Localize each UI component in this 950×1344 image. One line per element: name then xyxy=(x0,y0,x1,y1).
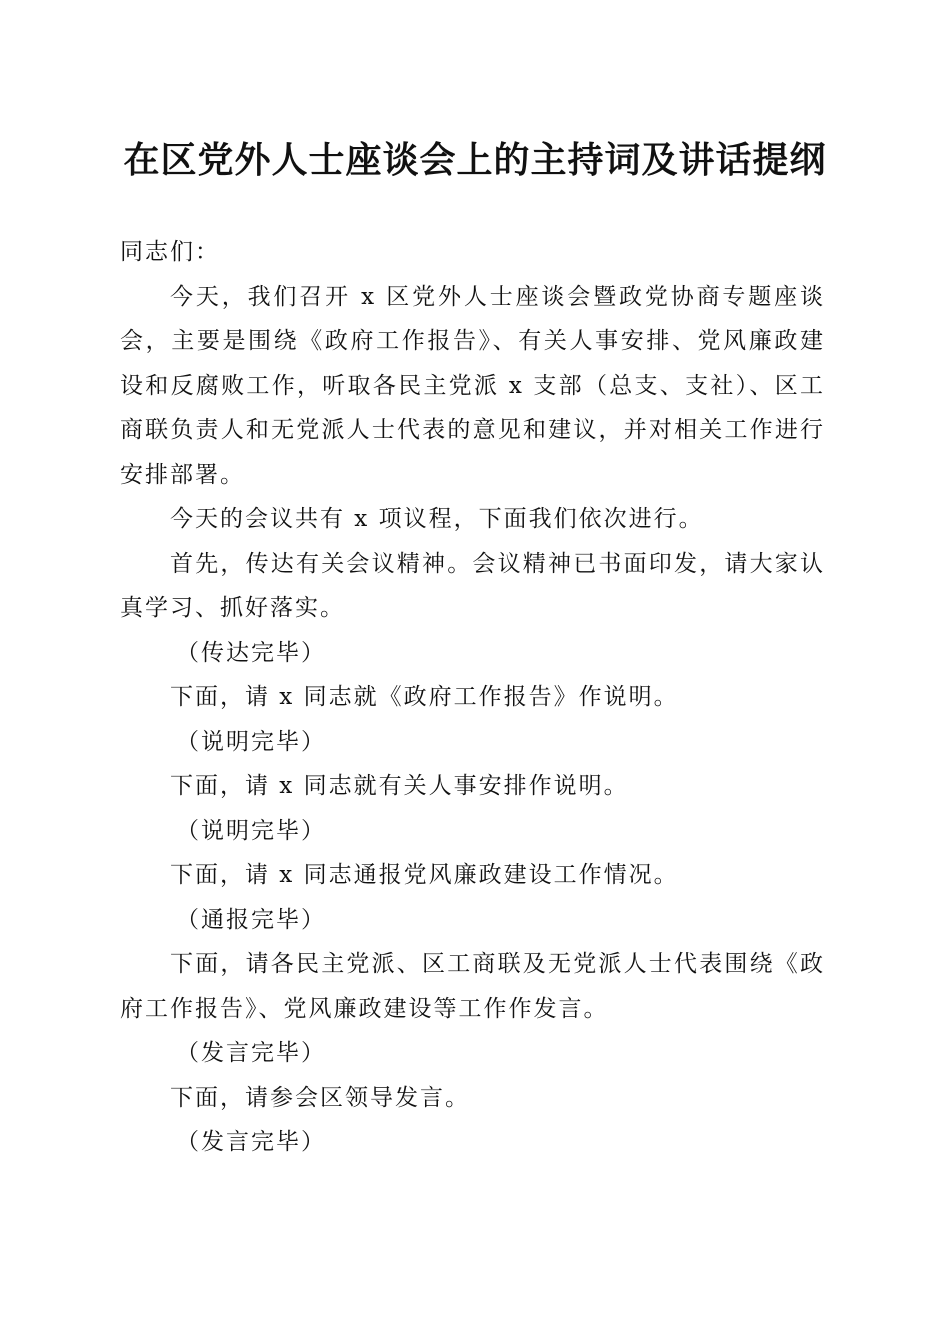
paragraph-gov-report: 下面，请 x 同志就《政府工作报告》作说明。 xyxy=(170,684,679,710)
paragraph-first-item: 首先，传达有关会议精神。会议精神已书面印发，请大家认真学习、抓好落实。 xyxy=(120,550,825,621)
remark-speech-done-1: （发言完毕） xyxy=(176,1040,326,1066)
document-title: 在区党外人士座谈会上的主持词及讲话提纲 xyxy=(123,139,827,181)
document-body xyxy=(120,230,825,1165)
remark-convey-done: （传达完毕） xyxy=(176,639,326,666)
paragraph-personnel: 下面，请 x 同志就有关人事安排作说明。 xyxy=(170,773,629,799)
remark-explain-done-1: （说明完毕） xyxy=(176,728,326,755)
remark-explain-done-2: （说明完毕） xyxy=(176,817,326,844)
paragraph-opening: 今天，我们召开 x 区党外人士座谈会暨政党协商专题座谈会，主要是围绕《政府工作报告》、有关人事安排、党风廉政建设和反腐败工作，听取各民主党派 x 支部（总支、支社）、区工商联负责人和无党派人士代表的意见和建议，并对相关工作进行安排部署。 xyxy=(120,283,825,488)
paragraph-integrity-report: 下面，请 x 同志通报党风廉政建设工作情况。 xyxy=(170,862,679,888)
salutation: 同志们： xyxy=(120,239,220,265)
paragraph-leaders-speak: 下面，请参会区领导发言。 xyxy=(170,1084,470,1111)
remark-speech-done-2: （发言完毕） xyxy=(176,1129,326,1155)
paragraph-agenda: 今天的会议共有 x 项议程，下面我们依次进行。 xyxy=(170,506,704,532)
paragraph-representatives-speak: 下面，请各民主党派、区工商联及无党派人士代表围绕《政府工作报告》、党风廉政建设等工作作发言。 xyxy=(120,951,825,1022)
remark-report-done: （通报完毕） xyxy=(176,906,326,933)
